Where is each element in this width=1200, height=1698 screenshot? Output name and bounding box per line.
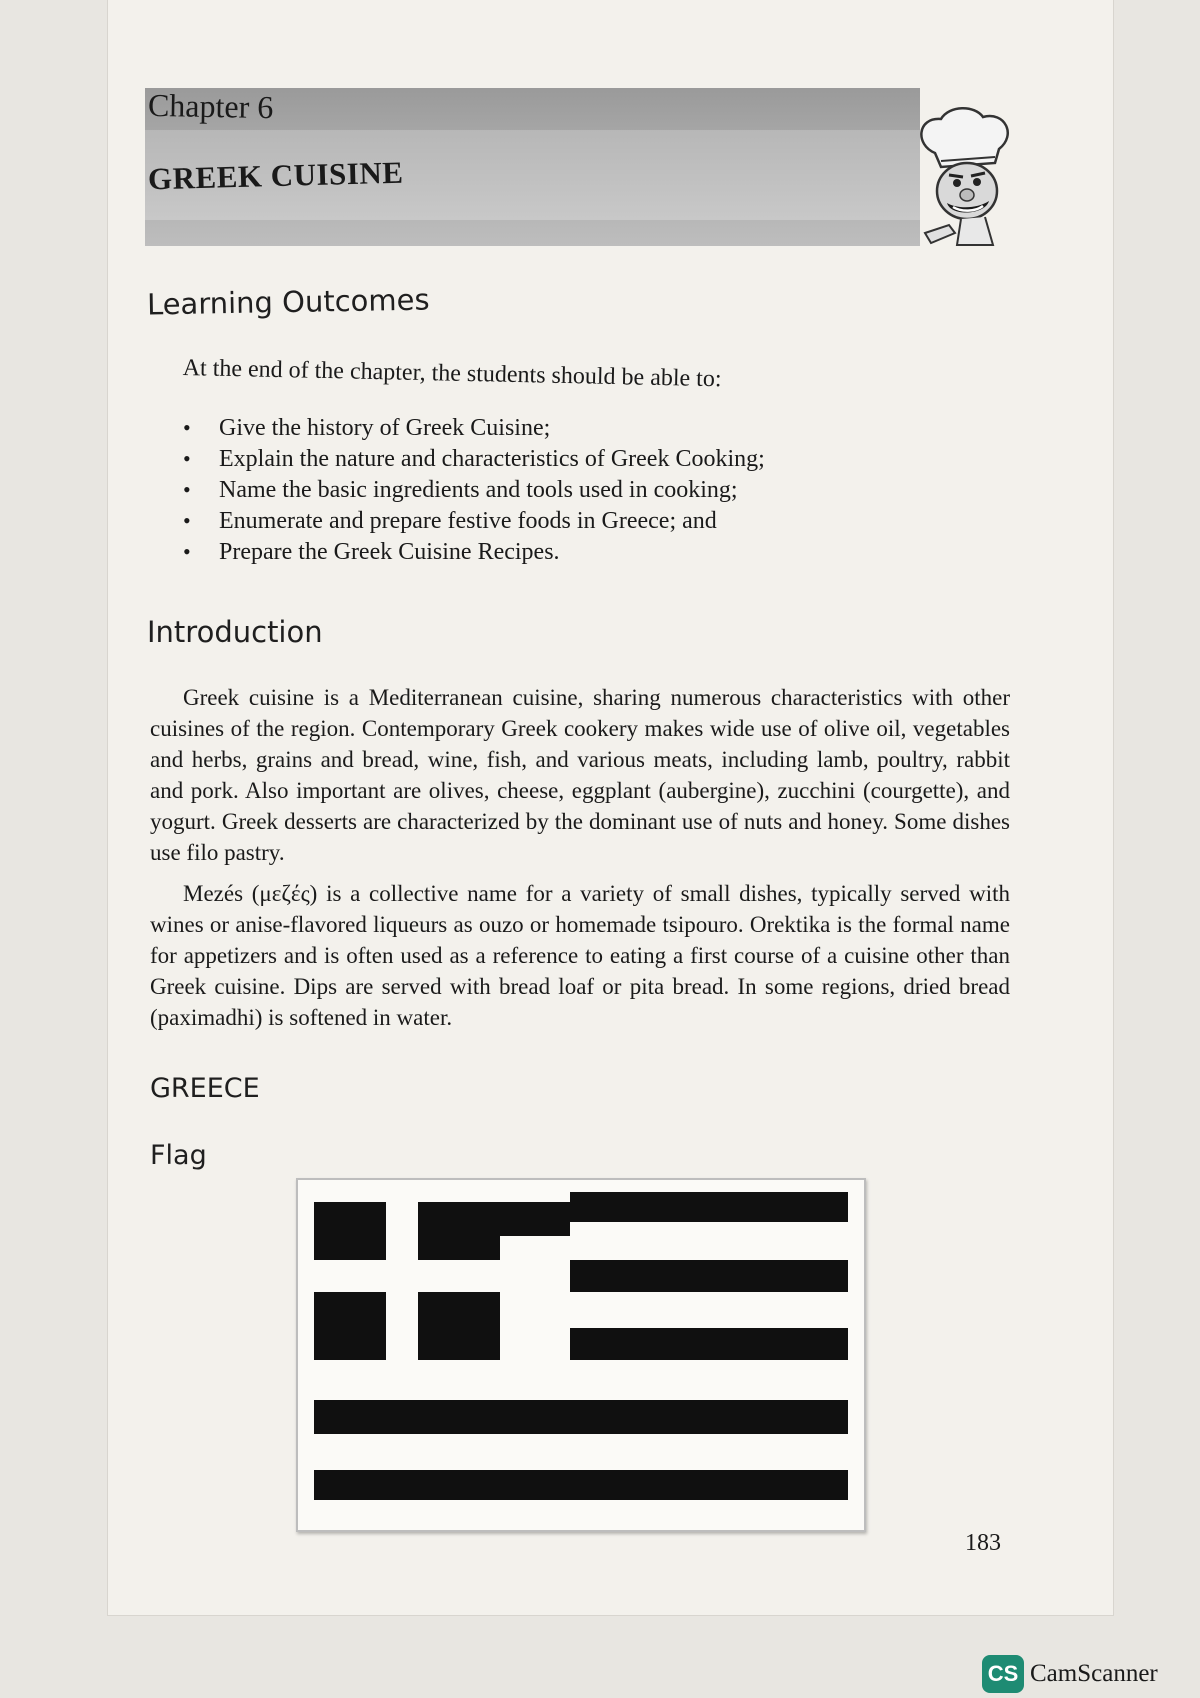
- introduction-paragraph: Mezés (μεζές) is a collective name for a variety of small dishes, typically served with wines or anise-flavored liqueurs as ouzo or homemade tsipouro. Orektika is the formal name for appetizers and is often used as a reference to eating a first course of a cuisine other than Greek cuisine. Dips are served with bread loaf or pita bread. In some regions, dried bread (paximadhi) is softened in water.: [150, 881, 1010, 1030]
- greece-heading: GREECE: [150, 1073, 260, 1104]
- greek-flag-image: [296, 1178, 866, 1532]
- page-number: 183: [965, 1530, 1001, 1556]
- introduction-heading: Introduction: [147, 615, 323, 649]
- learning-outcomes-list: [183, 415, 765, 570]
- learning-outcomes-lead: At the end of the chapter, the students should be able to:: [182, 355, 722, 393]
- introduction-paragraph: Greek cuisine is a Mediterranean cuisine, sharing numerous characteristics with other cuisines of the region. Contemporary Greek cookery makes wide use of olive oil, vegetables and herbs, grains and bread, wine, fish, and various meats, including lamb, poultry, rabbit and pork. Also important are olives, cheese, eggplant (aubergine), zucchini (courgette), and yogurt. Greek desserts are characterized by the dominant use of nuts and honey. Some dishes use filo pastry.: [150, 685, 1010, 865]
- chapter-label: Chapter 6: [147, 86, 274, 126]
- camscanner-logo-icon: CS: [982, 1655, 1024, 1693]
- list-item: • Enumerate and prepare festive foods in Greece; and: [183, 508, 765, 539]
- chapter-title: GREEK CUISINE: [147, 154, 404, 197]
- list-item: • Name the basic ingredients and tools used in cooking;: [183, 477, 765, 508]
- camscanner-watermark: CamScanner: [1030, 1660, 1158, 1687]
- list-item: • Prepare the Greek Cuisine Recipes.: [183, 539, 765, 570]
- learning-outcomes-heading: Learning Outcomes: [146, 282, 430, 322]
- list-item: • Explain the nature and characteristics of Greek Cooking;: [183, 446, 765, 477]
- list-item: • Give the history of Greek Cuisine;: [183, 415, 765, 446]
- flag-heading: Flag: [150, 1140, 207, 1171]
- chef-mascot-icon: [905, 105, 1025, 255]
